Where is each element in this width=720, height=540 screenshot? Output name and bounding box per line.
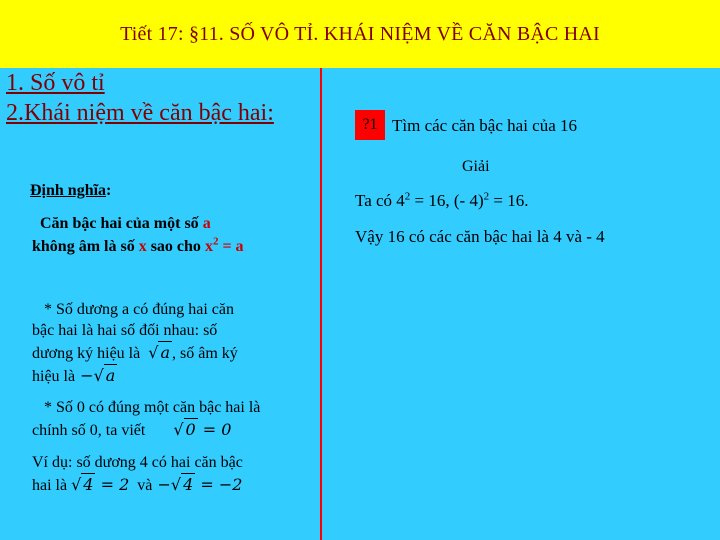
- zero-paragraph: * Số 0 có đúng một căn bậc hai là chính số 0, ta viết √ 0 = 0: [32, 399, 261, 439]
- definition-text: Căn bậc hai của một số a không âm là số x sao cho $x^2 = a$: [32, 215, 244, 255]
- sqrt-zero-formula: √ 0 = 0: [173, 420, 232, 439]
- sqrt-four-formula: √ 4 = 2: [71, 475, 130, 494]
- solution-line-1: Ta có $4^2 = 16$, (- 4)$^2$ = 16.: [355, 190, 529, 210]
- neg-sqrt-four-formula: −√ 4 = −2: [152, 475, 243, 494]
- neg-sqrt-a-formula: −√ a: [75, 366, 116, 385]
- question-text: Tìm các căn bậc hai của 16: [392, 116, 578, 135]
- question-badge: ?1: [355, 110, 385, 140]
- heading-khai-niem: 2.Khái niệm về căn bậc hai:: [6, 100, 274, 126]
- sqrt-a-formula: √ a: [148, 343, 170, 362]
- example-paragraph: Ví dụ: số dương 4 có hai căn bậc hai là √ 4 = 2 và −√ 4 = −2: [32, 454, 243, 494]
- definition-label: Định nghĩa:: [30, 182, 112, 199]
- page-title: Tiết 17: §11. SỐ VÔ TỈ. KHÁI NIỆM VỀ CĂN BẬC HAI: [120, 22, 600, 45]
- positive-number-paragraph: * Số dương a có đúng hai căn bậc hai là hai số đối nhau: số dương ký hiệu là √ a , số âm ký hiệu là −√ a: [32, 301, 238, 385]
- solution-line-2: Vậy 16 có các căn bậc hai là 4 và - 4: [355, 227, 605, 246]
- solution-label: Giải: [462, 158, 490, 175]
- heading-so-vo-ti: 1. Số vô tỉ: [6, 70, 105, 96]
